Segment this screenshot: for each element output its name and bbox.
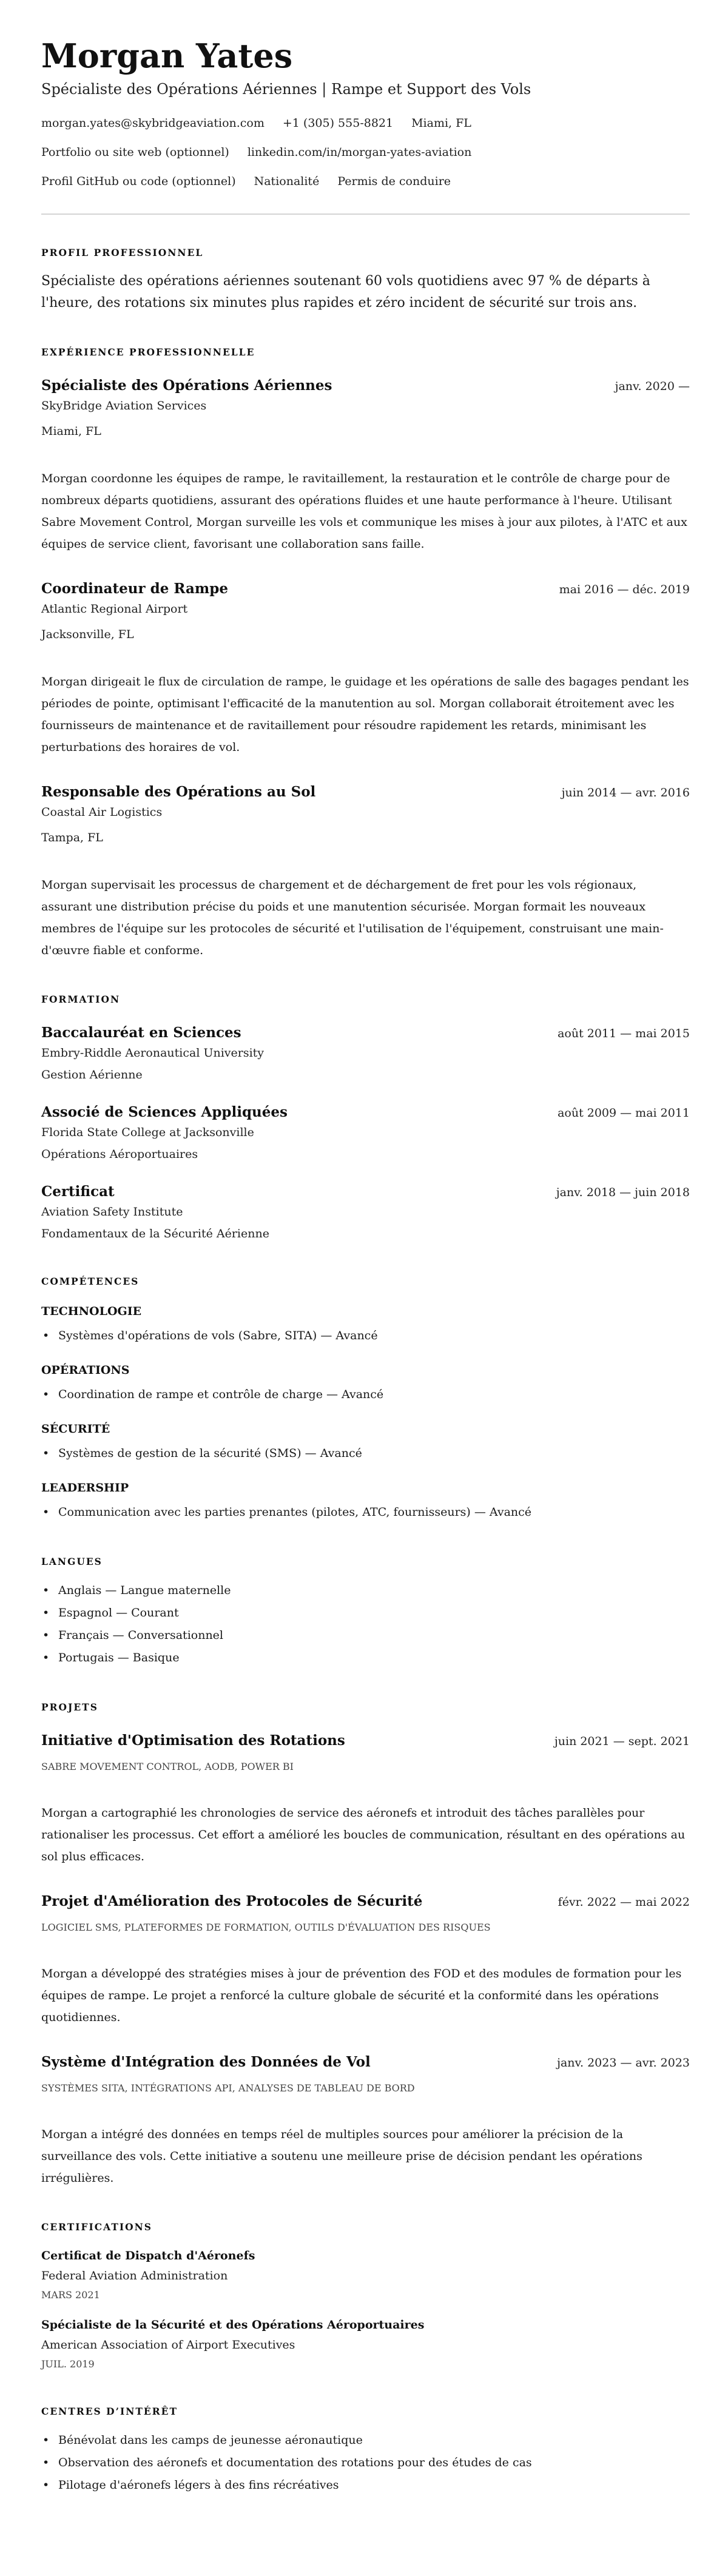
section-title: FORMATION (41, 994, 121, 1005)
job-title: Coordinateur de Rampe (41, 580, 228, 597)
skill-item: • Systèmes d'opérations de vols (Sabre, SITA) — Avancé (41, 1325, 690, 1347)
job-location: Miami, FL (41, 425, 101, 438)
section-title: CENTRES D’INTÉRÊT (41, 2406, 178, 2417)
job-header (41, 579, 690, 599)
education-section (41, 993, 690, 1243)
skill-item: • Coordination de rampe et contrôle de charge — Avancé (41, 1384, 690, 1406)
certification-entry (41, 2246, 690, 2304)
project-description: Morgan a intégré des données en temps réel de multiples sources pour améliorer la précision de la surveillance des vols. Cette initiative a soutenu une meilleure prise de décision pendant les opérations irrégulières. (41, 2128, 642, 2185)
skill-item: • Systèmes de gestion de la sécurité (SMS) — Avancé (41, 1442, 690, 1465)
education-entry (41, 1182, 690, 1243)
field-of-study: Gestion Aérienne (41, 1068, 143, 1081)
job-dates: janv. 2020 — (615, 380, 690, 393)
section-title: PROJETS (41, 1701, 98, 1713)
project-technologies: SYSTÈMES SITA, INTÉGRATIONS API, ANALYSES DE TABLEAU DE BORD (41, 2082, 415, 2094)
skill-category: SÉCURITÉ (41, 1422, 110, 1436)
degree-title: Baccalauréat en Sciences (41, 1024, 241, 1041)
section-title: COMPÉTENCES (41, 1276, 140, 1287)
job-entry (41, 579, 690, 758)
education-dates: août 2011 — mai 2015 (558, 1027, 690, 1040)
language-item: • Portugais — Basique (41, 1647, 690, 1669)
project-dates: févr. 2022 — mai 2022 (558, 1895, 690, 1909)
summary-section (41, 246, 690, 314)
education-entry (41, 1023, 690, 1085)
summary-text: Spécialiste des opérations aériennes soutenant 60 vols quotidiens avec 97 % de départs à l'heure, des rotations six minutes plus rapides et zéro incident de sécurité sur trois ans. (41, 274, 650, 311)
school-name: Florida State College at Jacksonville (41, 1126, 254, 1139)
certification-issuer: American Association of Airport Executives (41, 2338, 295, 2352)
language-item: • Anglais — Langue maternelle (41, 1579, 690, 1602)
contact-linkedin[interactable]: linkedin.com/in/morgan-yates-aviation (247, 146, 472, 159)
job-company: SkyBridge Aviation Services (41, 399, 207, 412)
education-header (41, 1103, 690, 1123)
project-entry (41, 2053, 690, 2189)
job-dates: juin 2014 — avr. 2016 (561, 786, 690, 799)
education-dates: janv. 2018 — juin 2018 (556, 1186, 690, 1199)
interest-item: • Bénévolat dans les camps de jeunesse aéronautique (41, 2429, 690, 2452)
contact-phone[interactable]: +1 (305) 555-8821 (282, 116, 394, 130)
skill-list (41, 1384, 690, 1406)
certification-name: Spécialiste de la Sécurité et des Opérations Aéroportuaires (41, 2318, 425, 2332)
job-description: Morgan coordonne les équipes de rampe, le ravitaillement, la restauration et le contrôle de charge pour de nombreux départs quotidiens, assurant des opérations fluides et une haute performance à l'heure. Utilisant Sabre Movement Control, Morgan surveille les vols et communique les mises à jour aux pilotes, à l'ATC et aux équipes de service client, favorisant une collaboration sans faille. (41, 472, 687, 551)
job-dates: mai 2016 — déc. 2019 (559, 583, 690, 596)
field-of-study: Fondamentaux de la Sécurité Aérienne (41, 1227, 269, 1240)
job-description: Morgan dirigeait le flux de circulation de rampe, le guidage et les opérations de salle des bagages pendant les périodes de pointe, optimisant l'efficacité de la manutention au sol. Morgan collaborait étroitement avec les fournisseurs de maintenance et de ravitaillement pour résoudre rapidement les retards, minimisant les perturbations des horaires de vol. (41, 675, 689, 754)
project-entry (41, 1731, 690, 1868)
projects-section (41, 1701, 690, 2189)
job-location: Tampa, FL (41, 831, 103, 844)
project-description: Morgan a développé des stratégies mises à jour de prévention des FOD et des modules de formation pour les équipes de rampe. Le projet a renforcé la culture globale de sécurité et la conformité dans les opérations quotidiennes. (41, 1967, 682, 2024)
interest-item: • Pilotage d'aéronefs légers à des fins récréatives (41, 2474, 690, 2497)
contact-email[interactable]: morgan.yates@skybridgeaviation.com (41, 116, 265, 130)
job-company: Atlantic Regional Airport (41, 602, 188, 616)
languages-section (41, 1555, 690, 1669)
section-title: CERTIFICATIONS (41, 2221, 152, 2233)
language-item: • Français — Conversationnel (41, 1624, 690, 1647)
project-header (41, 1892, 690, 1912)
skill-item: • Communication avec les parties prenantes (pilotes, ATC, fournisseurs) — Avancé (41, 1501, 690, 1524)
job-entry (41, 782, 690, 961)
job-entry (41, 376, 690, 555)
project-title: Initiative d'Optimisation des Rotations (41, 1732, 345, 1749)
job-location: Jacksonville, FL (41, 628, 134, 641)
project-dates: juin 2021 — sept. 2021 (554, 1735, 690, 1748)
education-entry (41, 1103, 690, 1164)
certification-entry (41, 2315, 690, 2373)
contact-location: Miami, FL (411, 116, 471, 130)
section-title: EXPÉRIENCE PROFESSIONNELLE (41, 346, 255, 358)
job-title: Responsable des Opérations au Sol (41, 784, 316, 800)
skill-list (41, 1501, 690, 1524)
project-description: Morgan a cartographié les chronologies de service des aéronefs et introduit des tâches parallèles pour rationaliser les processus. Cet effort a amélioré les boucles de communication, résultant en des opérations au sol plus efficaces. (41, 1806, 686, 1863)
job-company: Coastal Air Logistics (41, 805, 163, 819)
section-title: LANGUES (41, 1556, 103, 1567)
section-title: PROFIL PROFESSIONNEL (41, 247, 204, 258)
skill-category: TECHNOLOGIE (41, 1305, 142, 1318)
contact-nationality: Nationalité (254, 175, 320, 188)
candidate-name: Morgan Yates (41, 36, 293, 75)
skill-category: OPÉRATIONS (41, 1364, 130, 1377)
contact-github[interactable]: Profil GitHub ou code (optionnel) (41, 175, 236, 188)
candidate-headline: Spécialiste des Opérations Aériennes | Rampe et Support des Vols (41, 81, 531, 98)
job-description: Morgan supervisait les processus de chargement et de déchargement de fret pour les vols régionaux, assurant une distribution précise du poids et une manutention sécurisée. Morgan formait les nouveaux membres de l'équipe sur les protocoles de sécurité et l'utilisation de l'équipement, construisant une main-d'œuvre fiable et conforme. (41, 878, 664, 957)
header-divider (41, 214, 690, 215)
school-name: Embry-Riddle Aeronautical University (41, 1046, 265, 1060)
contact-row (41, 173, 690, 189)
project-technologies: SABRE MOVEMENT CONTROL, AODB, POWER BI (41, 1761, 294, 1772)
certification-name: Certificat de Dispatch d'Aéronefs (41, 2249, 255, 2262)
resume-header (41, 36, 690, 189)
skills-section (41, 1275, 690, 1524)
certification-issuer: Federal Aviation Administration (41, 2269, 228, 2282)
field-of-study: Opérations Aéroportuaires (41, 1148, 198, 1161)
degree-title: Associé de Sciences Appliquées (41, 1104, 288, 1120)
project-title: Système d'Intégration des Données de Vol (41, 2054, 371, 2070)
contact-portfolio[interactable]: Portfolio ou site web (optionnel) (41, 146, 229, 159)
school-name: Aviation Safety Institute (41, 1205, 183, 1219)
contact-license: Permis de conduire (337, 175, 451, 188)
contact-row (41, 144, 690, 160)
education-header (41, 1182, 690, 1202)
project-dates: janv. 2023 — avr. 2023 (557, 2056, 690, 2070)
project-entry (41, 1892, 690, 2028)
job-header (41, 376, 690, 396)
certification-date: MARS 2021 (41, 2289, 100, 2301)
job-header (41, 782, 690, 802)
degree-title: Certificat (41, 1183, 115, 1200)
interest-item: • Observation des aéronefs et documentation des rotations pour des études de cas (41, 2452, 690, 2474)
skill-list (41, 1325, 690, 1347)
language-item: • Espagnol — Courant (41, 1602, 690, 1624)
skill-list (41, 1442, 690, 1465)
education-dates: août 2009 — mai 2011 (558, 1106, 690, 1120)
education-header (41, 1023, 690, 1043)
skill-category: LEADERSHIP (41, 1481, 129, 1495)
certification-date: JUIL. 2019 (41, 2358, 95, 2370)
project-technologies: LOGICIEL SMS, PLATEFORMES DE FORMATION, OUTILS D'ÉVALUATION DES RISQUES (41, 1922, 491, 1933)
experience-section (41, 346, 690, 961)
job-title: Spécialiste des Opérations Aériennes (41, 377, 332, 394)
certifications-section (41, 2221, 690, 2373)
project-header (41, 1731, 690, 1751)
project-header (41, 2053, 690, 2073)
contact-row (41, 115, 690, 131)
project-title: Projet d'Amélioration des Protocoles de Sécurité (41, 1893, 423, 1909)
interests-section (41, 2405, 690, 2497)
